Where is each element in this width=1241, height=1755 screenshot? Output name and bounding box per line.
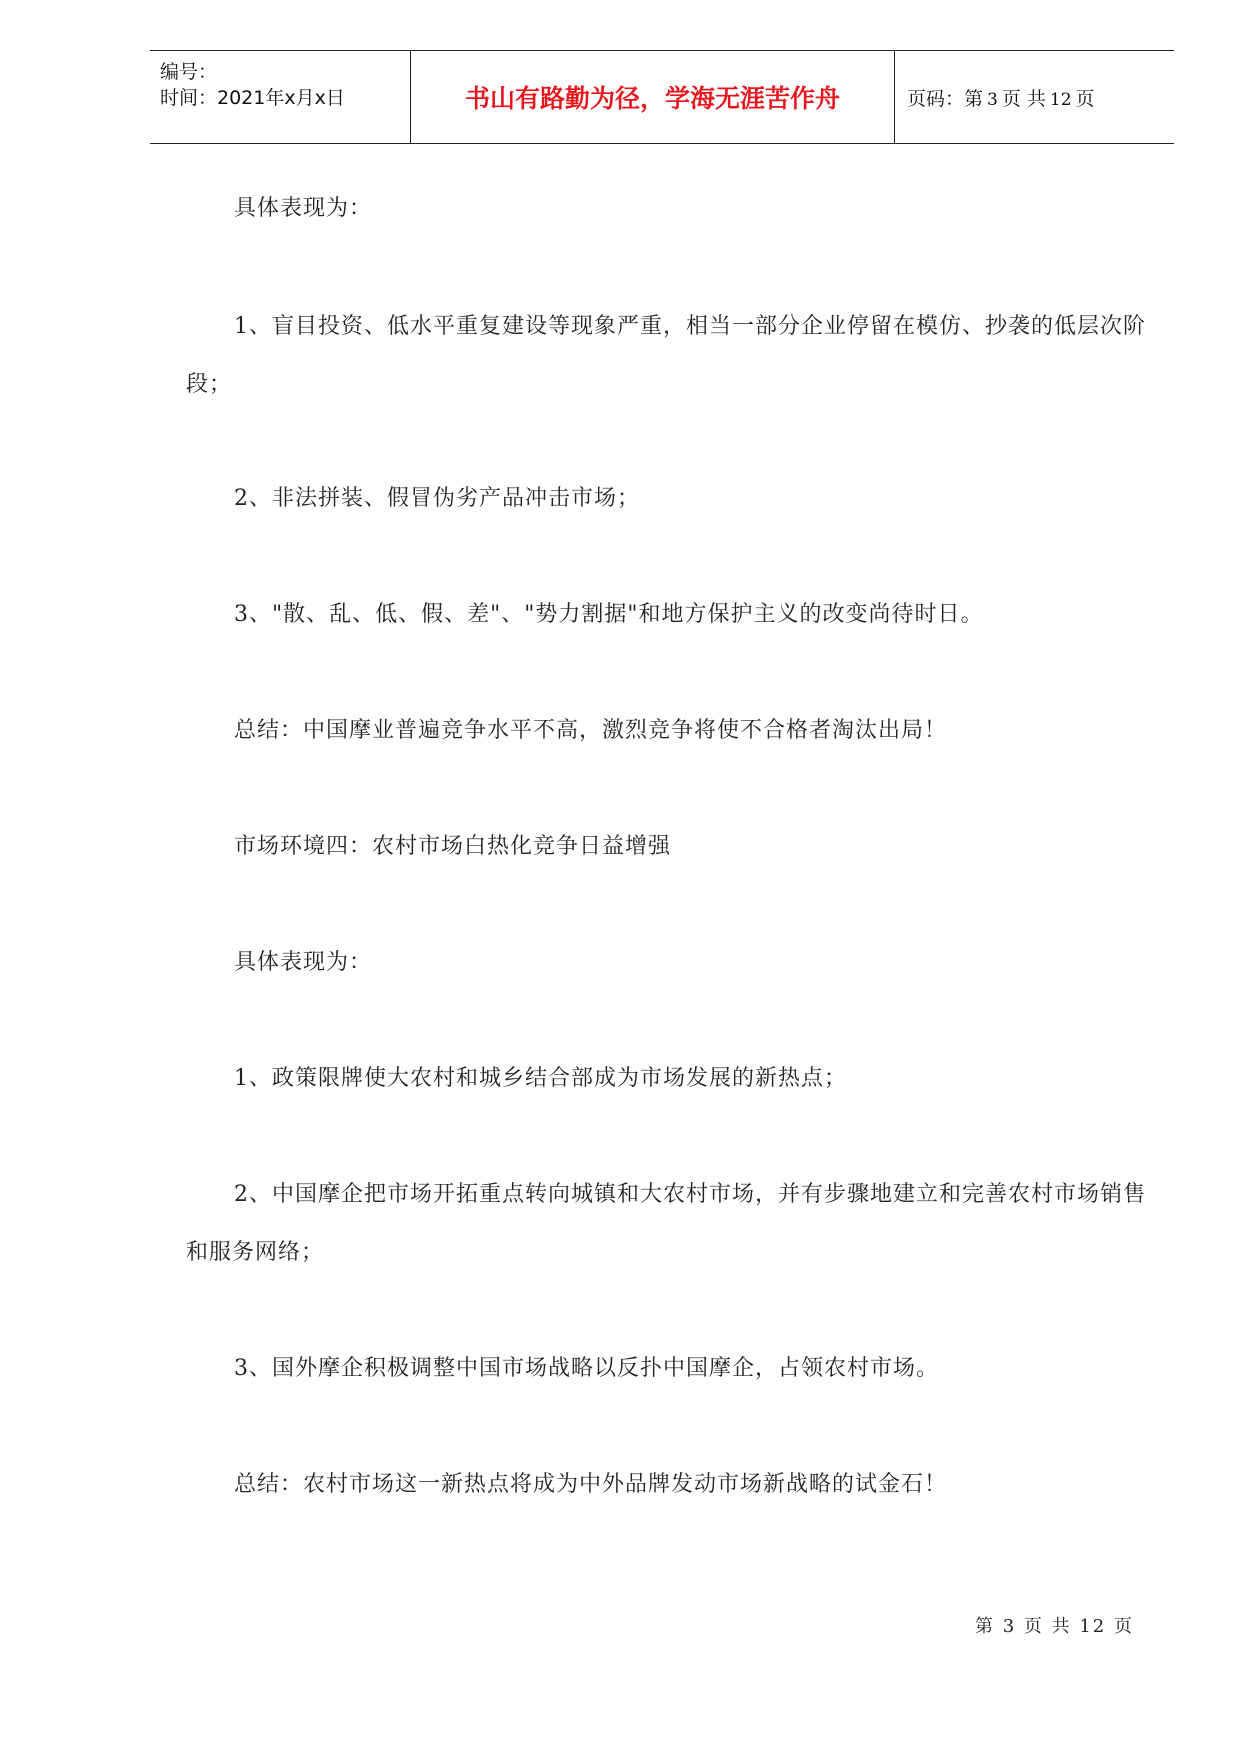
paragraph <box>186 934 1146 992</box>
header-meta <box>150 51 410 143</box>
paragraph <box>186 180 1146 238</box>
paragraph-text: 具体表现为： <box>234 196 373 221</box>
paragraph <box>186 586 1146 644</box>
header-page-cell <box>895 51 1174 143</box>
paragraph-text: 2、中国摩企把市场开拓重点转向城镇和大农村市场，并有步骤地建立和完善农村市场销售和服务网络； <box>186 1182 1147 1265</box>
page-current: 3 <box>987 89 998 110</box>
paragraph-text: 3、国外摩企积极调整中国市场战略以反扑中国摩企，占领农村市场。 <box>234 1356 939 1381</box>
page-label: 页码：第 <box>907 87 984 110</box>
paragraph-text: 1、盲目投资、低水平重复建设等现象严重，相当一部分企业停留在模仿、抄袭的低层次阶段； <box>186 314 1147 397</box>
paragraph-text: 总结：农村市场这一新热点将成为中外品牌发动市场新战略的试金石！ <box>234 1472 948 1497</box>
paragraph-text: 总结：中国摩业普遍竞争水平不高，激烈竞争将使不合格者淘汰出局！ <box>234 718 948 743</box>
paragraph <box>186 1340 1146 1398</box>
paragraph <box>186 702 1146 760</box>
header-page-indicator <box>907 84 1095 111</box>
paragraph-text: 3、"散、乱、低、假、差"、"势力割据"和地方保护主义的改变尚待时日。 <box>234 602 984 627</box>
document-time-label: 时间：2021年x月x日 <box>160 87 345 109</box>
page-footer: 第 3 页 共 12 页 <box>975 1616 1134 1637</box>
header-motto: 书山有路勤为径，学海无涯苦作舟 <box>464 84 840 113</box>
section-heading <box>186 818 1146 876</box>
paragraph-text: 具体表现为： <box>234 950 373 975</box>
header-motto-cell <box>410 51 895 143</box>
paragraph <box>186 1166 1146 1282</box>
page-end-label: 页 <box>1075 87 1095 110</box>
paragraph-text: 1、政策限牌使大农村和城乡结合部成为市场发展的新热点； <box>234 1066 847 1091</box>
page-total: 12 <box>1049 89 1072 110</box>
paragraph-text: 2、非法拼装、假冒伪劣产品冲击市场； <box>234 486 640 511</box>
paragraph-text: 市场环境四：农村市场白热化竞争日益增强 <box>234 834 672 859</box>
page-header <box>150 50 1174 144</box>
paragraph <box>186 1050 1146 1108</box>
paragraph <box>186 470 1146 528</box>
paragraph <box>186 298 1146 414</box>
page-mid-label: 页 共 <box>1001 87 1046 110</box>
document-number-label: 编号： <box>160 61 218 83</box>
paragraph <box>186 1456 1146 1514</box>
